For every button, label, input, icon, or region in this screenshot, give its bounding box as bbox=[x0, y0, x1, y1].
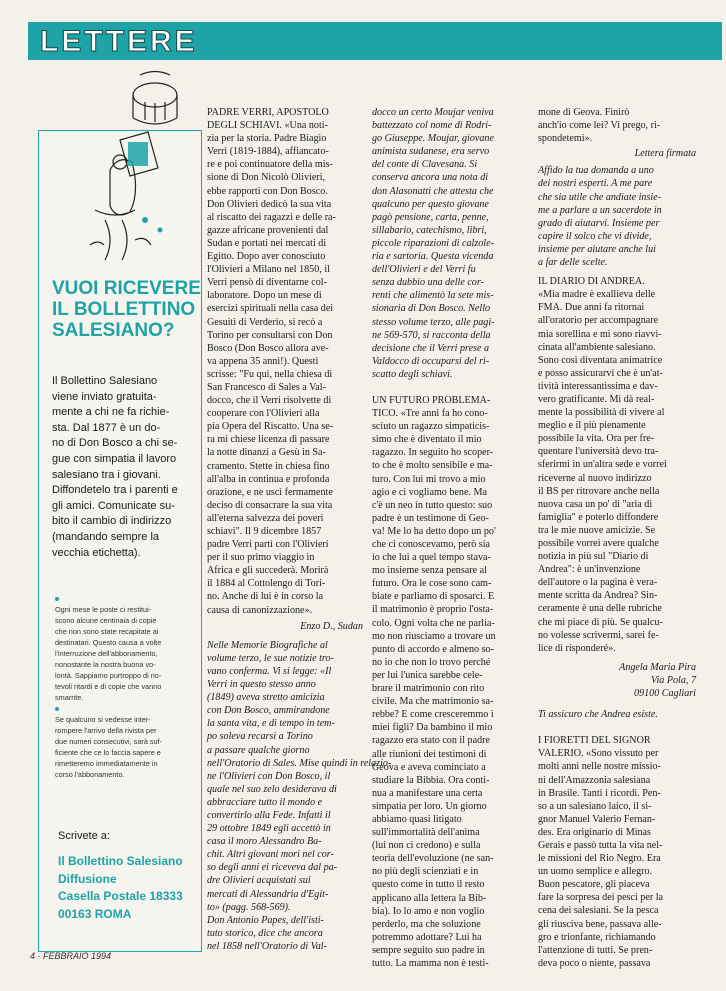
text-line: re e poi continuatore della mis- bbox=[207, 159, 333, 171]
text-line: mone di Geova. Finirò bbox=[538, 107, 630, 118]
text-line: ra mi chiese licenza di passare bbox=[207, 434, 330, 446]
text-line: pagò pensione, carta, penne, bbox=[372, 211, 489, 223]
text-line: molti anni nelle nostre missio- bbox=[538, 761, 661, 773]
text-line: tutto. La mamma non è testi- bbox=[372, 958, 489, 969]
text-line: docco un certo Moujar veniva bbox=[372, 107, 494, 118]
text-line: scono alcune centinaia di copie bbox=[55, 616, 157, 625]
text-line: miei figli? Da bambino il mio bbox=[372, 722, 493, 734]
text-line: possibile la vita. Ora per fre- bbox=[538, 433, 655, 445]
text-line: corso l'abbonamento. bbox=[55, 770, 125, 779]
text-line: capire il solco che vi divide, bbox=[538, 230, 652, 242]
text-line: smarrite. bbox=[55, 693, 84, 702]
text-line: Il Bollettino Salesiano bbox=[52, 375, 158, 387]
text-line: mo non riusciamo a trovare un bbox=[372, 630, 496, 642]
text-line: to» (pagg. 568-569). bbox=[207, 901, 291, 913]
text-line: e posso assicurarvi che è un'at- bbox=[538, 367, 663, 379]
text-line: agio e ci vogliamo bene. Ma bbox=[372, 486, 487, 498]
text-line: causa di canonizzazione». bbox=[207, 604, 313, 616]
text-line: ragazzo. In seguito ho scoper- bbox=[372, 447, 494, 459]
priest-illustration bbox=[60, 70, 200, 275]
text-line: renti che alimentò la sete mis- bbox=[372, 290, 494, 302]
text-line: ceramente è una delle rubriche bbox=[538, 603, 662, 615]
text-line: stesso volume terzo, alle pagi- bbox=[372, 316, 495, 328]
text-line: colo. Ogni volta che ne parlia- bbox=[372, 617, 495, 629]
text-line: Nelle Memorie Biografiche al bbox=[207, 639, 328, 651]
text-line: ria e sartoria. Questa vicenda bbox=[372, 251, 494, 263]
text-line: sull'immortalità dell'anima bbox=[372, 827, 480, 839]
text-line: 09100 Cagliari bbox=[634, 688, 696, 700]
text-line: salesiano tra i giovani. bbox=[52, 468, 161, 481]
text-line: quale nel suo zelo desiderava di bbox=[207, 783, 337, 795]
text-line: Buon pescatore, gli piaceva bbox=[538, 879, 650, 891]
text-line: pia Opera del Riscatto. Una se- bbox=[207, 421, 334, 433]
text-line: abbiamo quasi litigato bbox=[372, 813, 462, 825]
headline-line: VUOI RICEVERE bbox=[52, 278, 201, 299]
text-line: dei nostri esperti. A me pare bbox=[538, 178, 653, 190]
text-line: spondetemi». bbox=[538, 133, 593, 145]
text-line: schiavi". Il 9 dicembre 1857 bbox=[207, 526, 322, 537]
text-line: FMA. Due anni fa ritornai bbox=[538, 302, 645, 314]
text-line: rebbe? E come cresceremmo i bbox=[372, 709, 494, 721]
text-line: che mi piace di più. Se qualcu- bbox=[538, 616, 663, 628]
text-line: so degli anni ei riceveva dal pa- bbox=[207, 862, 338, 874]
text-line: possibile vorrei avere qualche bbox=[538, 538, 659, 549]
text-line: Ti assicuro che Andrea esiste. bbox=[538, 709, 658, 721]
text-line: le missioni del Rio Negro. Era bbox=[538, 853, 661, 865]
text-line: «Mia madre è exallieva delle bbox=[538, 289, 656, 301]
text-line: (1849) aveva stretto amicizia bbox=[207, 692, 325, 704]
text-line: questo come in tutto il resto bbox=[372, 879, 485, 891]
text-line: Don Antonio Papes, dell'isti- bbox=[207, 914, 324, 926]
text-line: Africa e gli succederà. Morirà bbox=[207, 565, 329, 577]
text-line: grado di aiutarvi. Insieme per bbox=[538, 217, 660, 229]
text-line: dell'autore o la pagina è vera- bbox=[538, 577, 658, 589]
text-line: piccole riparazioni di calzole- bbox=[372, 237, 494, 249]
text-line: due numeri consecutivi, sarà suf- bbox=[55, 737, 163, 746]
text-line: cinata all'ambiente salesiano. bbox=[538, 341, 656, 353]
text-line: bia). Io lo amo e non voglio bbox=[372, 905, 485, 917]
text-line: mo insieme senza pensare al bbox=[372, 565, 487, 577]
write-to-label: Scrivete a: bbox=[58, 830, 110, 842]
text-line: PADRE VERRI, APOSTOLO bbox=[207, 107, 329, 118]
text-line: Affido la tua domanda a uno bbox=[538, 165, 654, 177]
text-line: sta. Dal 1877 è un do- bbox=[52, 421, 161, 434]
text-line: all'oratorio per accompagnare bbox=[538, 315, 659, 327]
text-line: sempre seguito suo padre in bbox=[372, 944, 485, 956]
text-line: civile. Ma che matrimonio sa- bbox=[372, 696, 494, 708]
text-line: potremmo adottare? Lui ha bbox=[372, 931, 482, 943]
text-line: gro e trionfante, richiamando bbox=[538, 931, 656, 943]
text-line: so a un salesiano laico, il si- bbox=[538, 800, 652, 812]
text-line: UN FUTURO PROBLEMA- bbox=[372, 394, 491, 406]
text-line: Diffondetelo tra i parenti e bbox=[52, 484, 178, 497]
text-line: all'eterna salvezza dei poveri bbox=[207, 512, 324, 524]
text-line: me a parlare a un sacerdote in bbox=[538, 204, 662, 216]
text-line: scrisse: "Fu qui, nella chiesa di bbox=[207, 368, 333, 380]
text-line: padre è un testimone di Geo- bbox=[372, 512, 489, 524]
text-line: San Francesco di Sales a Val- bbox=[207, 381, 326, 393]
text-line: lice di risponderé». bbox=[538, 642, 616, 654]
text-line: vano conferma. Vi si legge: «Il bbox=[207, 665, 332, 677]
text-line: mente scritta da Andrea? Sin- bbox=[538, 590, 658, 602]
text-line: no di Don Bosco a chi se- bbox=[52, 437, 178, 450]
text-line: per il suo primo viaggio in bbox=[207, 552, 315, 564]
text-line: rompere l'arrivo della rivista per bbox=[55, 726, 157, 735]
text-line: no. Anche di lui è in corso la bbox=[207, 591, 324, 603]
headline-line: SALESIANO? bbox=[52, 320, 175, 341]
text-line: convertirlo alla Fede. Infatti il bbox=[207, 809, 331, 821]
text-line: nel 1858 nell'Oratorio di Val- bbox=[207, 940, 327, 952]
text-line: tuto storico, dice che ancora bbox=[207, 927, 323, 939]
text-line: riceverne al nuovo indirizzo bbox=[538, 472, 652, 484]
text-line: no io che non lo trovo perché bbox=[372, 656, 491, 668]
text-line: ne 569-570, si racconta della bbox=[372, 329, 491, 341]
column-3 bbox=[538, 106, 696, 970]
text-line: teoria dell'evoluzione (ne san- bbox=[372, 853, 494, 865]
text-line: anch'io come lei? Vi prego, ri- bbox=[538, 120, 661, 132]
text-line: tra le mie nuove amicizie. Se bbox=[538, 524, 656, 536]
text-line: insieme per aiutare anche lui bbox=[538, 243, 656, 255]
text-line: TICO. «Tre anni fa ho cono- bbox=[372, 408, 488, 420]
address-line: 00163 ROMA bbox=[58, 906, 132, 921]
text-line: simpatia per loro. Un giorno bbox=[372, 800, 487, 812]
text-line: tività interessantissima e dav- bbox=[538, 380, 658, 392]
column-1 bbox=[207, 106, 392, 953]
text-line: cooperare con l'Olivieri alla bbox=[207, 408, 320, 420]
text-line: Egitto. Dopo aver conosciuto bbox=[207, 251, 326, 263]
text-line: a far delle scelte. bbox=[538, 257, 608, 269]
text-line: al riscatto dei ragazzi e delle ra- bbox=[207, 211, 336, 223]
text-line: cena dei salesiani. Se la pesca bbox=[538, 905, 659, 917]
bullet-icon bbox=[55, 707, 59, 711]
text-line: per lui l'unica sarebbe cele- bbox=[372, 669, 483, 681]
text-line: scatto degli schiavi. bbox=[372, 368, 453, 380]
text-line: Bosco (Don Bosco allora ave- bbox=[207, 342, 329, 354]
text-line: alle riunioni dei testimoni di bbox=[372, 748, 487, 760]
text-line: vero gratificante. Mi dà real- bbox=[538, 393, 655, 405]
text-line: c'è un neo in tutto questo: suo bbox=[372, 499, 493, 511]
text-line: con Don Bosco, ammirandone bbox=[207, 705, 330, 717]
text-line: fare la sorpresa dei pesci per la bbox=[538, 892, 663, 904]
text-line: sionaria di Don Bosco. Nello bbox=[372, 303, 491, 315]
text-line: perderlo, ma che soluzione bbox=[372, 918, 481, 930]
address-line: Il Bollettino Salesiano bbox=[58, 854, 183, 868]
text-line: vecchia etichetta). bbox=[52, 546, 141, 559]
text-line: abbracciare tutto il mondo e bbox=[207, 796, 323, 808]
text-line: docco, che il Verri risolvette di bbox=[207, 395, 332, 407]
text-line: 29 ottobre 1849 egli accettò in bbox=[207, 823, 331, 835]
text-line: ragazzo era stato con il padre bbox=[372, 735, 490, 747]
text-line: zia per la storia. Padre Biagio bbox=[207, 133, 327, 145]
text-line: in Brasile. Tanti i ricordi. Pen- bbox=[538, 787, 661, 799]
subscription-headline bbox=[52, 278, 202, 341]
text-line: chit. Altri giovani mori nel cor- bbox=[207, 849, 334, 861]
text-line: po soleva recarsi a Torino bbox=[207, 731, 313, 743]
text-line: del conte di Clavesana. Si bbox=[372, 159, 478, 171]
text-line: nell'Oratorio di Sales. Mise quindi in relazio- bbox=[207, 757, 392, 769]
text-line: Verri (1819-1884), affiancato- bbox=[207, 146, 329, 158]
text-line: tevoli ritardi e di copie che vanno bbox=[55, 682, 162, 691]
text-line: volume terzo, le sue notizie tro- bbox=[207, 652, 334, 664]
text-line: dre Olivieri acquistati sui bbox=[207, 875, 311, 887]
text-line: ne l'Olivieri con Don Bosco, il bbox=[207, 770, 331, 782]
text-line: l'attenzione di tutti. Se pren- bbox=[538, 944, 653, 956]
text-line: Sono così diventata animatrice bbox=[538, 354, 663, 366]
text-line: gazze africane provenienti dal bbox=[207, 224, 329, 236]
text-line: meglio e il più pienamente bbox=[538, 420, 646, 432]
text-line: Ogni mese le poste ci restitui- bbox=[55, 605, 152, 614]
text-line: esercizi spirituali nella casa dei bbox=[207, 303, 334, 315]
text-line: mente a chi ne fa richie- bbox=[52, 406, 170, 419]
text-line: sione di Don Nicolò Olivieri, bbox=[207, 172, 326, 184]
text-line: ficiente che ce lo faccia sapere e bbox=[55, 748, 161, 757]
text-line: (mandando sempre la bbox=[52, 530, 160, 543]
text-line: che non sono state recapitate ai bbox=[55, 627, 159, 636]
text-line: Gesuiti di Verderio, si recò a bbox=[207, 316, 323, 328]
text-line: I FIORETTI DEL SIGNOR bbox=[538, 735, 651, 747]
text-line: Verri pensò di diventarne col- bbox=[207, 277, 327, 289]
text-line: va! Me lo ha detto dopo un po' bbox=[372, 525, 496, 537]
text-line: la santa vita, e di tempo in tem- bbox=[207, 718, 335, 730]
text-line: Verri in questo stesso anno bbox=[207, 679, 316, 691]
text-line: dell'Olivieri e del Verri fu bbox=[372, 264, 476, 276]
text-line: futuro. Ora le cose sono cam- bbox=[372, 578, 492, 590]
address-line: Casella Postale 18333 bbox=[58, 889, 183, 903]
text-line: ni dell'Amazzonia salesiana bbox=[538, 774, 651, 786]
text-line: il matrimonio è proprio l'osta- bbox=[372, 604, 494, 616]
address-line: Diffusione bbox=[58, 871, 117, 886]
text-line: nua a manifestare una certa bbox=[372, 787, 483, 799]
text-line: Gerais e passò tutta la vita nel- bbox=[538, 839, 663, 851]
text-line: bito il cambio di indirizzo bbox=[52, 515, 172, 528]
subscription-body bbox=[52, 374, 194, 561]
text-line: simo che è diventato il mio bbox=[372, 434, 482, 446]
text-line: go Giuseppe. Moujar, giovane bbox=[372, 133, 494, 145]
text-line: lontà. Sappiamo purtroppo di no- bbox=[55, 671, 162, 680]
text-line: che sia utile che andiate insie- bbox=[538, 191, 662, 203]
text-line: Valdocco di occuparsi del ri- bbox=[372, 355, 490, 367]
text-line: mercati di Alessandria d'Egit- bbox=[207, 888, 329, 900]
text-line: to che è molto sensibile e ma- bbox=[372, 460, 493, 472]
text-line: Andrea": è un'invenzione bbox=[538, 564, 641, 576]
text-line: Se qualcuno si vedesse inter- bbox=[55, 715, 151, 724]
text-line: applicano alla lettera la Bib- bbox=[372, 892, 487, 904]
text-line: mente la possibilità di vivere al bbox=[538, 407, 665, 419]
text-line: sferirmi in un'altra sede e vorrei bbox=[538, 459, 667, 471]
text-line: Sudan e portati nei mercati di bbox=[207, 237, 327, 249]
text-line: IL DIARIO DI ANDREA. bbox=[538, 276, 645, 288]
text-line: mia sorellina e mi sono riavvi- bbox=[538, 328, 662, 340]
text-line: no volesse scrivermi, sarei fe- bbox=[538, 629, 659, 641]
text-line: il 1884 al Cottolengo di Tori- bbox=[207, 578, 326, 590]
text-line: Torino per consultarsi con Don bbox=[207, 329, 333, 341]
text-line: la notte dinanzi a Gesù in Sa- bbox=[207, 447, 326, 459]
text-line: qualcuno per questo giovane bbox=[372, 198, 489, 210]
returned-copies-note bbox=[55, 593, 197, 703]
text-line: va appena 35 anni!). Questi bbox=[207, 355, 319, 367]
text-line: punto di accordo e almeno so- bbox=[372, 643, 494, 655]
section-title: LETTERE bbox=[40, 25, 198, 58]
text-line: cramento. Stette in chiesa fino bbox=[207, 460, 330, 472]
text-line: famiglia" e poterlo diffondere bbox=[538, 511, 659, 523]
text-line: orazione, e ne uscì fermamente bbox=[207, 486, 333, 498]
text-line: all'alba in continua e profonda bbox=[207, 473, 330, 485]
text-line: Don Olivieri dedicò la sua vita bbox=[207, 198, 332, 210]
text-line: studiare la Bibbia. Ora conti- bbox=[372, 774, 490, 786]
text-line: il BS per ritrovare anche nella bbox=[538, 485, 660, 497]
text-line: animista sudanese, era servo bbox=[372, 146, 490, 158]
text-line: che ci conoscevamo, però sia bbox=[372, 539, 490, 550]
text-line: Lettera firmata bbox=[634, 148, 696, 160]
text-line: battezzato col nome di Rodri- bbox=[372, 120, 492, 132]
text-line: gli riusciva bene, passava alle- bbox=[538, 918, 662, 930]
text-line: decisione che il Verri prese a bbox=[372, 342, 490, 354]
text-line: quentare l'università devo tra- bbox=[538, 446, 659, 458]
text-line: sillabario, catechismo, libri, bbox=[372, 224, 487, 236]
text-line: Geova e aveva cominciato a bbox=[372, 761, 486, 773]
text-line: brare il matrimonio con rito bbox=[372, 683, 485, 695]
text-line: deva poco o niente, passava bbox=[538, 957, 651, 969]
text-line: gnor Manuel Valerio Fernan- bbox=[538, 813, 656, 825]
text-line: biate e parliamo di sposarci. E bbox=[372, 591, 495, 603]
text-line: VALERIO. «Sono vissuto per bbox=[538, 748, 659, 760]
column-2 bbox=[372, 106, 530, 970]
text-line: notizia in più sul "Diario di bbox=[538, 551, 649, 563]
text-line: laboratore. Dopo un mese di bbox=[207, 290, 322, 302]
text-line: Enzo D., Sudan bbox=[300, 620, 363, 632]
text-line: DEGLI SCHIAVI. «Una noti- bbox=[207, 120, 328, 132]
text-line: gue con simpatia il lavoro bbox=[52, 452, 177, 465]
text-line: des. Era originario di Minas bbox=[538, 826, 651, 838]
bullet-icon bbox=[55, 597, 59, 601]
text-line: casa il moro Alessandro Ba- bbox=[207, 836, 322, 848]
text-line: a passare qualche giorno bbox=[207, 744, 310, 756]
text-line: sciuto un ragazzo simpaticis- bbox=[372, 421, 490, 433]
text-line: padre Verri partì con l'Olivieri bbox=[207, 539, 329, 551]
text-line: turo. Con lui mi trovo a mio bbox=[372, 473, 486, 485]
text-line: io che lui a quel tempo stava- bbox=[372, 552, 491, 564]
text-line: (lui non ci credono) e sulla bbox=[372, 840, 481, 852]
text-line: no più degli scienziati e in bbox=[372, 866, 479, 878]
interruption-note bbox=[55, 703, 197, 780]
text-line: conserva ancora una nota di bbox=[372, 172, 489, 184]
text-line: don Alasonatti che attesta che bbox=[372, 185, 494, 197]
text-line: l'Olivieri a Milano nel 1850, il bbox=[207, 264, 330, 276]
text-line: nuova casa un po' di "aria di bbox=[538, 498, 653, 510]
text-line: Via Pola, 7 bbox=[651, 674, 696, 686]
text-line: destinatari. Questo causa a volte bbox=[55, 638, 162, 647]
headline-line: IL BOLLETTINO bbox=[52, 299, 196, 320]
text-line: deciso di consacrare la sua vita bbox=[207, 499, 333, 511]
text-line: ebbe rapporti con Don Bosco. bbox=[207, 185, 328, 197]
text-line: Angela Maria Pira bbox=[619, 661, 696, 673]
text-line: un uomo semplice e allegro. bbox=[538, 866, 653, 878]
text-line: senza dubbio una delle cor- bbox=[372, 277, 484, 289]
page-footer: 4 · FEBBRAIO 1994 bbox=[30, 951, 112, 961]
text-line: gli amici. Comunicate su- bbox=[52, 499, 175, 512]
text-line: nonostante la nostra buona vo- bbox=[55, 660, 156, 669]
text-line: viene inviato gratuita- bbox=[52, 390, 157, 403]
text-line: rimetteremo immediatamente in bbox=[55, 759, 158, 768]
text-line: l'interruzione dell'abbonamento, bbox=[55, 649, 158, 658]
postal-address bbox=[58, 853, 183, 923]
